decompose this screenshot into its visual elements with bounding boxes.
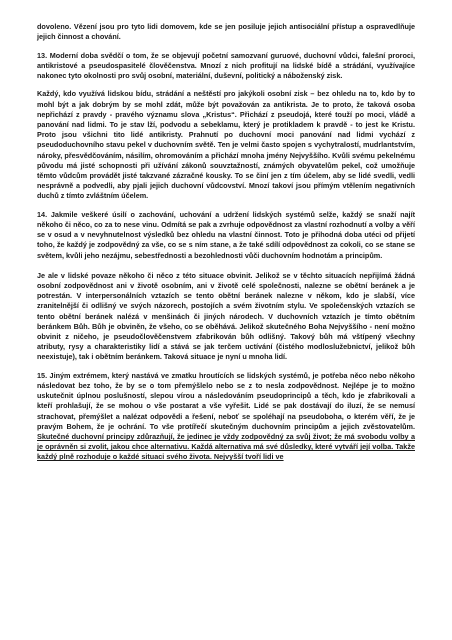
paragraph-14-continued: Je ale v lidské povaze někoho či něco z této situace obvinit. Jelikož se v těchto situacích nepřijímá žádná osobní zodpovědnost ani v životě osobním, ani v životě celé společnosti, nalezne se obětní beránek a je potrestán. V interpersonálních vztazích se tento obětní beránek nalezne v někom, kdo je slabší, více zranitelnější či odlišný ve svých názorech, postojích a svém životním stylu. Ve společenských vztazích se tento obětní beránek nalézá v menšinách či jiných národech. V duchovních vztazích je tímto obětním beránkem Bůh. Bůh je obviněn, že všeho, co se oběhává. Jelikož skutečného Boha Nejvyššího - není možno obvinit z ničeho, je pseudočlověčenstvem zfabrikován bůh odlišný. Takový bůh má vštípený všechny atributy, rysy a charakteristiky lidí a stává se jak terčem uctívání (čistého modloslužebnictví, jelikož bůh neexistuje), tak i obětním beránkem. Taková situace je nyní u mnoha lidí.	[37, 270, 415, 362]
paragraph-continuation: dovoleno. Vězení jsou pro tyto lidi domovem, kde se jen posiluje jejich antisociální přístup a ospravedlňuje jejich činnost a chování.	[37, 22, 415, 42]
paragraph-15-underlined-text: Skutečné duchovní principy zdůrazňují, že jedinec je vždy zodpovědný za svůj život; že má svobodu volby a je oprávněn si zvolit, jakou chce alternativu. Každá alternativa má své důsledky, které vytváří její volba. Takže každý plně rozhoduje o každé situaci svého života. Nejvyšší tvoří lidi ve	[37, 432, 415, 462]
paragraph-13-continued: Každý, kdo využívá lidskou bídu, strádání a neštěstí pro jakýkoli osobní zisk – bez ohledu na to, kdo by to mohl být a jak dobrým by se mohl zdát, může být považován za antikrista. Je to proto, že taková osoba nepřichází z pravdy - pravého významu slova „Kristus“. Přichází z pseudojá, které touží po moci, vládě a panování nad lidmi. To je stav lží, podvodu a sebeklamu, který je protikladem k pravdě - to jest ke Kristu. Proto jsou všichni tito lidé antikristy. Prahnutí po duchovní moci panování nad lidmi vychází z pseudoduchovního stavu pekel v duchovním světě. Ten je velmi často spojen s vychytralostí, mudrlantstvím, nároky, přesvědčováním, násilím, ohromováním a přichází mnoha jmény Nejvyššího. Kvůli svému pekelnému původu má jisté schopnosti při užívání zákonů souvztažností, známých obyvatelům pekel, což umožňuje těmto vůdcům provádět jisté takzvané zázračné kousky. To se činí jen z tím účelem, aby se lidé svedli, vedli nesprávně a podvedli, aby pjali jejich duchovní vůdcovství. Mnozí takoví jsou přímým vtělením negativních duchů z tímto zvláštním účelem.	[37, 89, 415, 201]
paragraph-14: 14. Jakmile veškeré úsilí o zachování, uchování a udržení lidských systémů selže, každý se snaží najít někoho či něco, co za to nese vinu. Odmítá se pak a zvrhuje odpovědnost za vlastní rozhodnutí a volby a věří se v osud a v nevyhnutelnost výsledků bez ohledu na vlastní činnost. Toto je přihodná doba utéci od přijetí toho, že každý je zodpovědný za vše, co se s ním stane, a že také sdílí odpovědnost za cokoli, co se stane se světem, kvůli jeho nezájmu, sebestřednosti a bezohlednosti vůči duchovním hodnotám a principům.	[37, 209, 415, 260]
paragraph-13: 13. Moderní doba svědčí o tom, že se objevují početní samozvaní guruové, duchovní vůdci, falešní proroci, antikristové a pseudospasitelé člověčenstva. Mnozí z nich profitují na lidské bídě a strádání, využívajíce nakonec tyto okolnosti pro svůj osobní, materiální, duševní, politický a náboženský zisk.	[37, 50, 415, 80]
paragraph-15-text: 15. Jiným extrémem, který nastává ve zmatku hroutících se lidských systémů, je potřeba něco nebo někoho následovat bez toho, že by se o tom přemýšlelo nebo se z to nesla zodpovědnost. Nejlépe je to možno uskutečnit úplnou poslušností, slepou vírou a následováním pseudoprincipů a těch, kdo je zfabrikovali a kteří prohlašují, že se mohou o vše postarat a vše vyřešit. Lidé se pak dostávají do iluzí, že se nemusí strachovat, přemýšlet a nalézat odpovědi a řešení, neboť se spoléhají na pseudoboha, o kterém věří, že je pravým Bohem, že je ochrání. To vše protířečí skutečným duchovním principům a jejich zvěstovatelům.	[37, 370, 415, 431]
paragraph-15	[37, 371, 415, 463]
